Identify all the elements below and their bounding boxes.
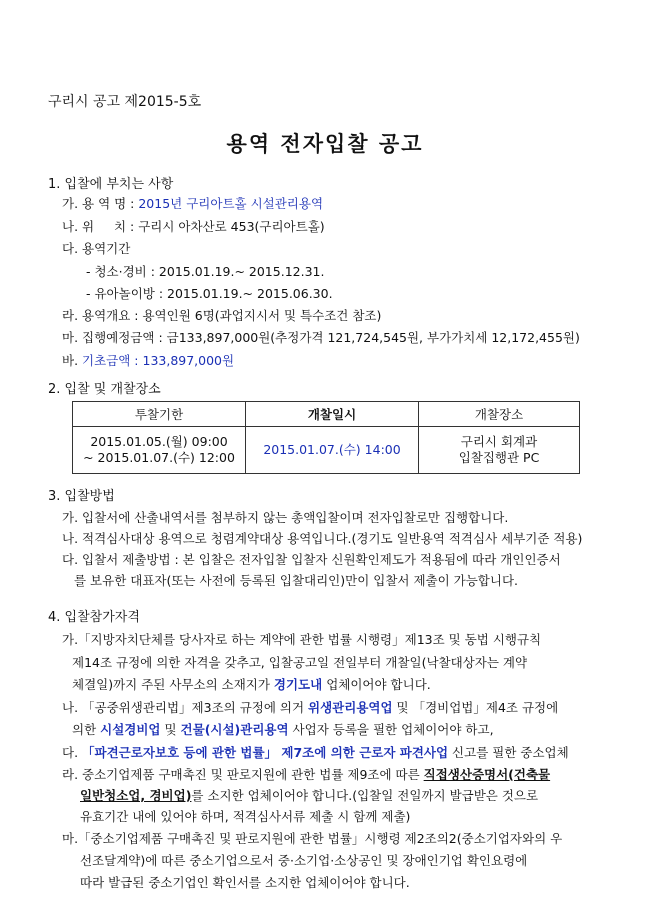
s1-service-name-value: 2015년 구리아트홀 시설관리용역 bbox=[138, 196, 324, 211]
s4-ra-line1 bbox=[62, 767, 550, 783]
s4-na-line2-c: 및 bbox=[160, 722, 181, 737]
s4-ra-certificate-cont: 일반청소업, 경비업) bbox=[80, 788, 192, 803]
s1-location: 나. 위 치 : 구리시 아차산로 453(구리아트홀) bbox=[62, 219, 325, 234]
s4-da-suffix: 신고를 필한 중소업체 bbox=[448, 745, 569, 760]
schedule-row bbox=[73, 427, 580, 474]
s3-item-na: 나. 적격심사대상 용역으로 청렴계약대상 용역입니다.(경기도 일반용역 적격심사 세부기준 적용) bbox=[62, 531, 583, 546]
s4-na-line1-a: 나. 「공중위생관리법」제3조의 규정에 의거 bbox=[62, 700, 309, 715]
s3-item-da-line2: 를 보유한 대표자(또는 사전에 등록된 입찰대리인)만이 입찰서 제출이 가능합니다. bbox=[74, 573, 518, 588]
s4-na-security-business: 시설경비업 bbox=[100, 722, 161, 737]
s1-base-amount-value: 기초금액 : 133,897,000원 bbox=[82, 353, 235, 368]
s4-ga-line3-a: 체결일)까지 주된 사무소의 소재지가 bbox=[72, 677, 274, 692]
col-opening-place: 개찰장소 bbox=[419, 402, 580, 427]
s1-period-playroom: - 유아놀이방 : 2015.01.19.~ 2015.06.30. bbox=[86, 286, 333, 301]
document-title: 용역 전자입찰 공고 bbox=[226, 132, 424, 156]
s4-ma-line2: 선조달계약)에 따른 중소기업으로서 중·소기업·소상공인 및 장애인기업 확인요령에 bbox=[80, 853, 528, 868]
bid-deadline-start: 2015.01.05.(월) 09:00 bbox=[90, 434, 228, 449]
s4-ra-line2-b: 를 소지한 업체이어야 합니다.(입찰일 전일까지 발급받은 것으로 bbox=[191, 788, 539, 803]
s4-na-hygiene-business: 위생관리용역업 bbox=[308, 700, 393, 715]
opening-time-cell: 2015.01.07.(수) 14:00 bbox=[246, 427, 419, 474]
section-2-heading: 2. 입찰 및 개찰장소 bbox=[48, 382, 161, 397]
col-opening-time: 개찰일시 bbox=[246, 402, 419, 427]
s4-ga-line3-c: 업체이어야 합니다. bbox=[322, 677, 431, 692]
s4-na-building-management: 건물(시설)관리용역 bbox=[180, 722, 289, 737]
schedule-header-row bbox=[73, 402, 580, 427]
s4-na-line2-a: 의한 bbox=[72, 722, 101, 737]
section-3-heading: 3. 입찰방법 bbox=[48, 489, 115, 504]
s1-budget: 마. 집행예정금액 : 금133,897,000원(추정가격 121,724,545원, 부가가치세 12,172,455원) bbox=[62, 330, 580, 345]
s4-da-prefix: 다. bbox=[62, 745, 83, 760]
bid-deadline-cell bbox=[73, 427, 246, 474]
s4-ga-region: 경기도내 bbox=[273, 677, 323, 692]
s3-item-ga: 가. 입찰서에 산출내역서를 첨부하지 않는 총액입찰이며 전자입찰로만 집행합니다. bbox=[62, 510, 509, 525]
opening-place-line2: 입찰집행관 PC bbox=[458, 450, 540, 465]
s4-ga-line2: 제14조 규정에 의한 자격을 갖추고, 입찰공고일 전일부터 개찰일(낙찰대상자는 계약 bbox=[72, 655, 528, 670]
s1-overview: 라. 용역개요 : 용역인원 6명(과업지시서 및 특수조건 참조) bbox=[62, 308, 382, 323]
s4-na-line1-c: 및 「경비업법」제4조 규정에 bbox=[392, 700, 559, 715]
s1-period-cleaning: - 청소·경비 : 2015.01.19.~ 2015.12.31. bbox=[86, 264, 325, 279]
s4-da-dispatch-business: 「파견근로자보호 등에 관한 법률」 제7조에 의한 근로자 파견사업 bbox=[82, 745, 449, 760]
s4-ma-line3: 따라 발급된 중소기업인 확인서를 소지한 업체이어야 합니다. bbox=[80, 875, 410, 890]
col-bid-deadline: 투찰기한 bbox=[73, 402, 246, 427]
s1-base-amount-prefix: 바. bbox=[62, 353, 83, 368]
s4-da-line bbox=[62, 745, 569, 761]
opening-place-line1: 구리시 회계과 bbox=[460, 434, 538, 449]
s3-item-da-line1: 다. 입찰서 제출방법 : 본 입찰은 전자입찰 입찰자 신원확인제도가 적용됨에 따라 개인인증서 bbox=[62, 552, 561, 567]
s4-ga-line3 bbox=[72, 677, 431, 693]
s4-ma-line1: 마.「중소기업제품 구매촉진 및 판로지원에 관한 법률」시행령 제2조의2(중소기업자와의 우 bbox=[62, 831, 563, 846]
s1-service-name bbox=[62, 196, 323, 212]
s4-na-line2 bbox=[72, 722, 494, 738]
s4-na-line2-e: 사업자 등록을 필한 업체이어야 하고, bbox=[288, 722, 494, 737]
opening-place-cell bbox=[419, 427, 580, 474]
s1-period-label: 다. 용역기간 bbox=[62, 241, 131, 256]
section-1-heading: 1. 입찰에 부치는 사항 bbox=[48, 177, 174, 192]
s4-ga-line1: 가.「지방자치단체를 당사자로 하는 계약에 관한 법률 시행령」제13조 및 동법 시행규칙 bbox=[62, 632, 542, 647]
s4-ra-certificate: 직접생산증명서(건축물 bbox=[423, 767, 551, 782]
s1-service-name-label: 가. 용 역 명 : bbox=[62, 196, 139, 211]
bid-deadline-end: ~ 2015.01.07.(수) 12:00 bbox=[83, 450, 235, 465]
s1-base-amount bbox=[62, 353, 234, 369]
s4-ra-line1-a: 라. 중소기업제품 구매촉진 및 판로지원에 관한 법률 제9조에 따른 bbox=[62, 767, 424, 782]
s4-ra-line2 bbox=[80, 788, 538, 804]
section-4-heading: 4. 입찰참가자격 bbox=[48, 610, 140, 625]
notice-number: 구리시 공고 제2015-5호 bbox=[48, 94, 202, 110]
s4-ra-line3: 유효기간 내에 있어야 하며, 적격심사서류 제출 시 함께 제출) bbox=[80, 809, 411, 824]
schedule-table bbox=[72, 401, 580, 474]
s4-na-line1 bbox=[62, 700, 558, 716]
